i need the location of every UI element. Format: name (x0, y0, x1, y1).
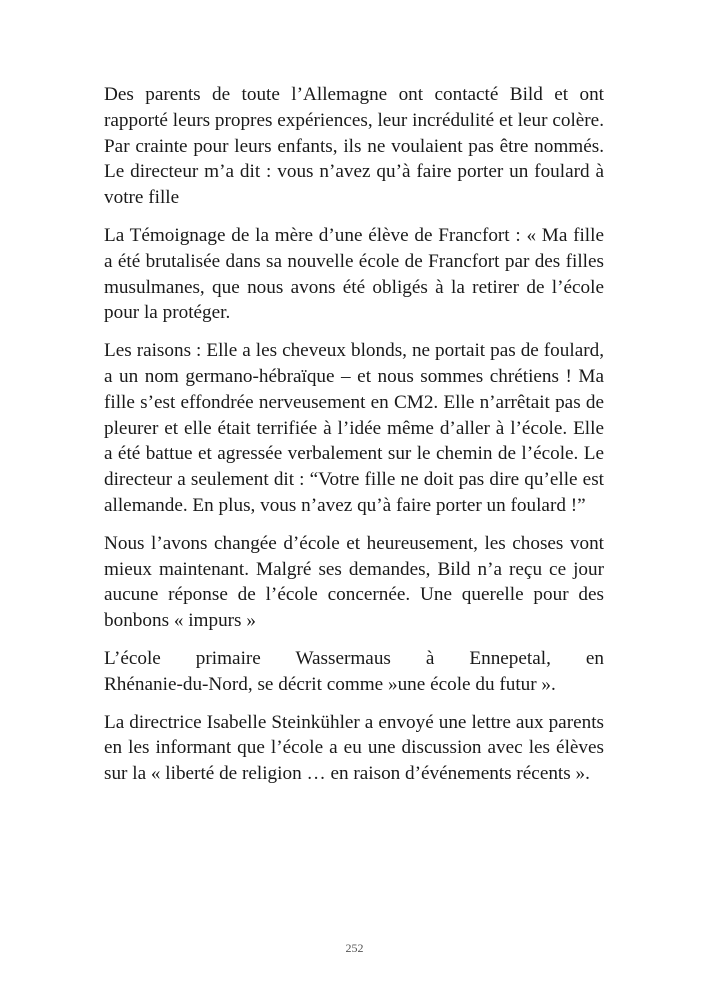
paragraph-4: Nous l’avons changée d’école et heureusement, les choses vont mieux maintenant. Malgré ses demandes, Bild n’a reçu ce jour aucune réponse de l’école concernée. Une querelle pour des bonbons « impurs » (104, 532, 604, 632)
page-number: 252 (345, 941, 364, 955)
paragraph-5 (104, 646, 604, 698)
paragraph-5-line-2: Rhénanie-du-Nord, se décrit comme »une école du futur ». (104, 673, 556, 695)
paragraph-2: La Témoignage de la mère d’une élève de Francfort : « Ma fille a été brutalisée dans sa nouvelle école de Francfort par des filles musulmanes, que nous avons été obligés à la retirer de l’école pour la protéger. (104, 224, 604, 324)
paragraph-1: Des parents de toute l’Allemagne ont contacté Bild et ont rapporté leurs propres expériences, leur incrédulité et leur colère. Par crainte pour leurs enfants, ils ne voulaient pas être nommés. Le directeur m’a dit : vous n’avez qu’à faire porter un foulard à votre fille (104, 84, 604, 209)
paragraph-6: La directrice Isabelle Steinkühler a envoyé une lettre aux parents en les informant que l’école a eu une discussion avec les élèves sur la « liberté de religion … en raison d’événements récents ». (104, 711, 604, 785)
document-body (104, 82, 604, 799)
paragraph-5-line-1: L’école primaire Wassermaus à Ennepetal, en (104, 647, 604, 669)
paragraph-3: Les raisons : Elle a les cheveux blonds, ne portait pas de foulard, a un nom germano-hébraïque – et nous sommes chrétiens ! Ma fille s’est effondrée nerveusement en CM2. Elle n’arrêtait pas de pleurer et elle était terrifiée à l’idée même d’aller à l’école. Elle a été battue et agressée verbalement sur le chemin de l’école. Le directeur a seulement dit : “Votre fille ne doit pas dire qu’elle est allemande. En plus, vous n’avez qu’à faire porter un foulard !” (104, 340, 604, 516)
